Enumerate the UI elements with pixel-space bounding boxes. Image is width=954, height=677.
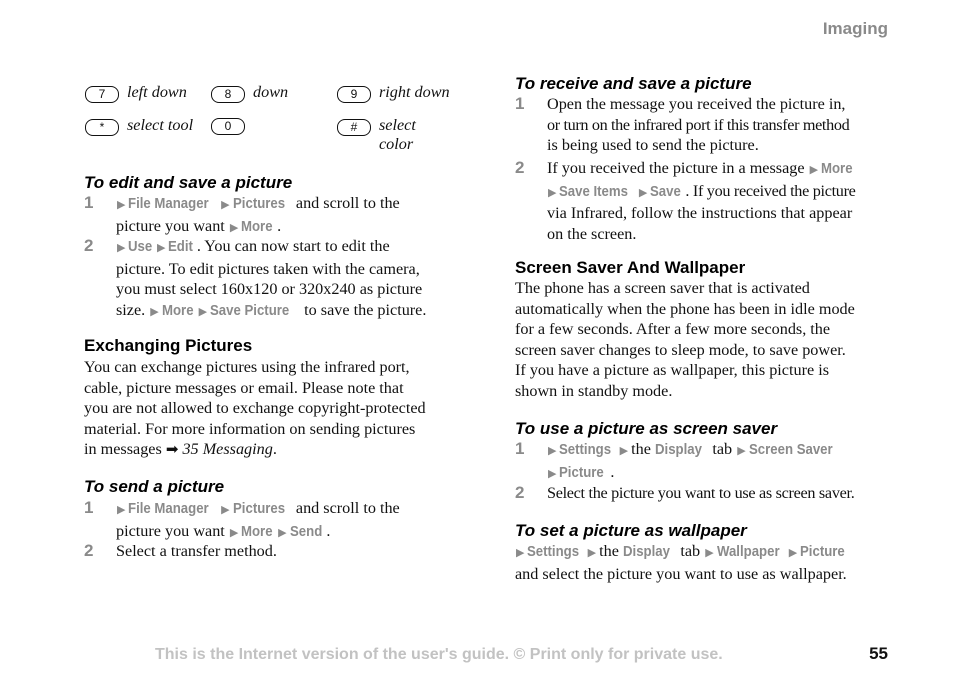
menu-send: Send (289, 522, 322, 540)
send-step-2: Select a transfer method. (116, 542, 277, 560)
arrow-icon: ▶ (150, 305, 159, 318)
menu-picture: Picture (559, 463, 605, 481)
arrow-icon: ▶ (809, 164, 819, 176)
menu-more: More (821, 160, 853, 177)
menu-picture: Picture (800, 543, 846, 560)
use-saver-heading: To use a picture as screen saver (515, 419, 778, 438)
arrow-icon: ▶ (117, 242, 126, 254)
saver-heading: Screen Saver And Wallpaper (515, 258, 746, 277)
key-label: down (253, 83, 289, 101)
arrow-icon: ▶ (548, 445, 557, 457)
menu-settings: Settings (527, 543, 580, 560)
menu-save: Save (650, 182, 682, 200)
arrow-icon: ▶ (638, 186, 648, 199)
menu-screen-saver: Screen Saver (748, 441, 833, 458)
saver-body: The phone has a screen saver that is activated automatically when the phone has been in idle mode for a few seconds. After a few more seconds, the screen saver changes to sleep mode, to save power. If you have a picture as wallpaper, this picture is shown in standby mode. (515, 279, 855, 400)
step-number: 2 (515, 483, 525, 502)
arrow-icon: ▶ (516, 547, 525, 559)
step-number: 1 (515, 94, 525, 113)
receive-step-1: Open the message you received the picture in, or turn on the infrared port if this transfer method is being used to send the picture. (547, 95, 850, 155)
arrow-icon: ▶ (619, 445, 629, 457)
key-label: select tool (127, 116, 194, 134)
cross-reference-link[interactable]: 35 Messaging (182, 440, 273, 459)
menu-display: Display (622, 543, 670, 560)
arrow-icon: ▶ (278, 526, 287, 539)
arrow-icon: ▶ (221, 199, 230, 211)
use-saver-step-1: ▶ Settings ▶ the Display tab ▶ Screen Saver ▶ Picture . (547, 439, 907, 484)
key-0-icon: 0 (211, 118, 245, 135)
section-header: Imaging (822, 19, 888, 38)
key-9-icon: 9 (337, 86, 371, 103)
menu-save-picture: Save Picture (210, 301, 290, 319)
menu-pictures: Pictures (232, 500, 285, 517)
wallpaper-body: ▶ Settings ▶ the Display tab ▶ Wallpaper ▶ Picture and select the picture you want to use as wallpaper. (515, 542, 847, 583)
menu-more: More (161, 301, 194, 319)
arrow-icon: ▶ (737, 445, 746, 457)
menu-save-items: Save Items (559, 182, 629, 200)
menu-edit: Edit (168, 238, 194, 255)
exchange-body: You can exchange pictures using the infrared port, cable, picture messages or email. Please note that you are not allowed to exchange copyright-protected material. For more information on sending pictures in messages ➡ 35 Messaging. (84, 358, 426, 459)
step-number: 2 (515, 158, 525, 177)
key-label: left down (127, 83, 187, 101)
menu-display: Display (654, 441, 702, 458)
step-number: 1 (84, 193, 94, 212)
edit-heading: To edit and save a picture (84, 173, 293, 192)
arrow-right-icon: ➡ (165, 442, 179, 459)
arrow-icon: ▶ (229, 526, 239, 539)
send-heading: To send a picture (84, 477, 225, 496)
receive-heading: To receive and save a picture (515, 74, 752, 93)
menu-file-manager: File Manager (128, 195, 210, 212)
menu-use: Use (128, 238, 153, 255)
arrow-icon: ▶ (548, 467, 557, 480)
arrow-icon: ▶ (587, 547, 597, 559)
menu-pictures: Pictures (232, 195, 285, 212)
menu-file-manager: File Manager (128, 500, 210, 517)
arrow-icon: ▶ (157, 242, 166, 254)
step-number: 2 (84, 541, 94, 560)
menu-more: More (241, 522, 273, 540)
key-label: right down (379, 83, 450, 101)
key-star-icon: * (85, 119, 119, 136)
step-number: 1 (515, 439, 525, 458)
wallpaper-heading: To set a picture as wallpaper (515, 521, 747, 540)
arrow-icon: ▶ (117, 504, 126, 516)
exchange-heading: Exchanging Pictures (84, 336, 253, 355)
key-8-icon: 8 (211, 86, 245, 103)
arrow-icon: ▶ (788, 547, 798, 559)
arrow-icon: ▶ (229, 221, 239, 234)
key-7-icon: 7 (85, 86, 119, 103)
arrow-icon: ▶ (198, 305, 208, 318)
arrow-icon: ▶ (548, 186, 557, 199)
edit-step-1: ▶ File Manager ▶ Pictures and scroll to the picture you want ▶ More . (116, 193, 466, 238)
page-number: 55 (869, 644, 888, 663)
arrow-icon: ▶ (221, 504, 230, 516)
use-saver-step-2: Select the picture you want to use as screen saver. (547, 484, 855, 502)
menu-settings: Settings (559, 441, 612, 458)
key-label: select color (379, 116, 416, 153)
step-number: 2 (84, 236, 94, 255)
send-step-1: ▶ File Manager ▶ Pictures and scroll to the picture you want ▶ More ▶ Send . (116, 498, 466, 543)
arrow-icon: ▶ (705, 547, 714, 559)
edit-step-2: ▶ Use ▶ Edit . You can now start to edit the picture. To edit pictures taken with the camera, you must select 160x120 or 320x240 as picture size. ▶ More ▶ Save Picture to save the picture. (116, 236, 466, 322)
step-number: 1 (84, 498, 94, 517)
receive-step-2: If you received the picture in a message ▶ More ▶ Save Items ▶ Save . If you received the picture via Infrared, follow the instructions that appear on the screen. (547, 159, 856, 243)
key-hash-icon: # (337, 119, 371, 136)
menu-wallpaper: Wallpaper (716, 543, 780, 560)
arrow-icon: ▶ (117, 199, 126, 211)
menu-more: More (241, 217, 273, 235)
footer-notice: This is the Internet version of the user's guide. © Print only for private use. (155, 646, 723, 663)
